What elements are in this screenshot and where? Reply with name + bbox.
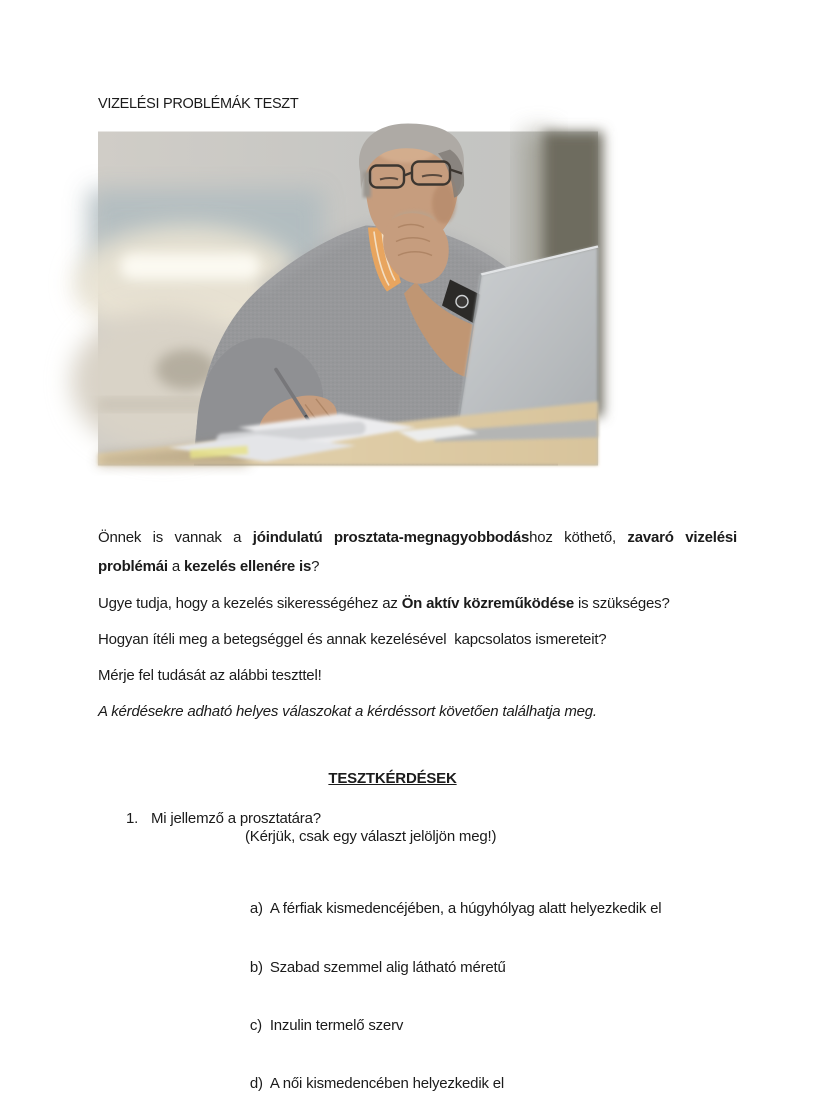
option-label: d) (249, 1075, 263, 1093)
question-number: 1. (126, 810, 139, 827)
intro-paragraph-3: Hogyan ítéli meg a betegséggel és annak kezelésével kapcsolatos ismereteit? (98, 631, 607, 648)
answer-option (226, 938, 661, 996)
question-note: (Kérjük, csak egy választ jelöljön meg!) (245, 828, 497, 845)
section-heading-text: TESZTKÉRDÉSEK (328, 770, 457, 787)
answers-note: A kérdésekre adható helyes válaszokat a kérdéssort követően találhatja meg. (98, 703, 597, 720)
option-text: A férfiak kismedencéjében, a húgyhólyag alatt helyezkedik el (269, 900, 662, 918)
answer-option (226, 1055, 661, 1113)
option-text: A női kismedencében helyezkedik el (269, 1075, 504, 1093)
option-label: a) (249, 900, 263, 918)
option-label: c) (249, 1016, 262, 1034)
question-1 (126, 810, 321, 829)
section-heading (98, 770, 737, 787)
lamp-light (120, 254, 260, 280)
intro-paragraph-2: Ugye tudja, hogy a kezelés sikerességéhez az Ön aktív közreműködése is szükséges? (98, 595, 670, 612)
answer-option (226, 996, 661, 1054)
photo-elderly-man-laptop (98, 131, 598, 466)
intro-paragraph-1: Önnek is vannak a jóindulatú prosztata-megnagyobbodáshoz köthető, zavaró vizelési problémái a kezelés ellenére is? (98, 529, 741, 575)
intro-paragraph-4: Mérje fel tudását az alábbi teszttel! (98, 667, 322, 684)
option-text: Inzulin termelő szerv (269, 1016, 404, 1034)
document-title: VIZELÉSI PROBLÉMÁK TESZT (98, 96, 299, 112)
question-text: Mi jellemző a prosztatára? (151, 810, 321, 827)
answer-option (226, 880, 661, 938)
option-label: b) (249, 958, 263, 976)
option-text: Szabad szemmel alig látható méretű (269, 958, 506, 976)
answer-options (226, 880, 661, 1113)
